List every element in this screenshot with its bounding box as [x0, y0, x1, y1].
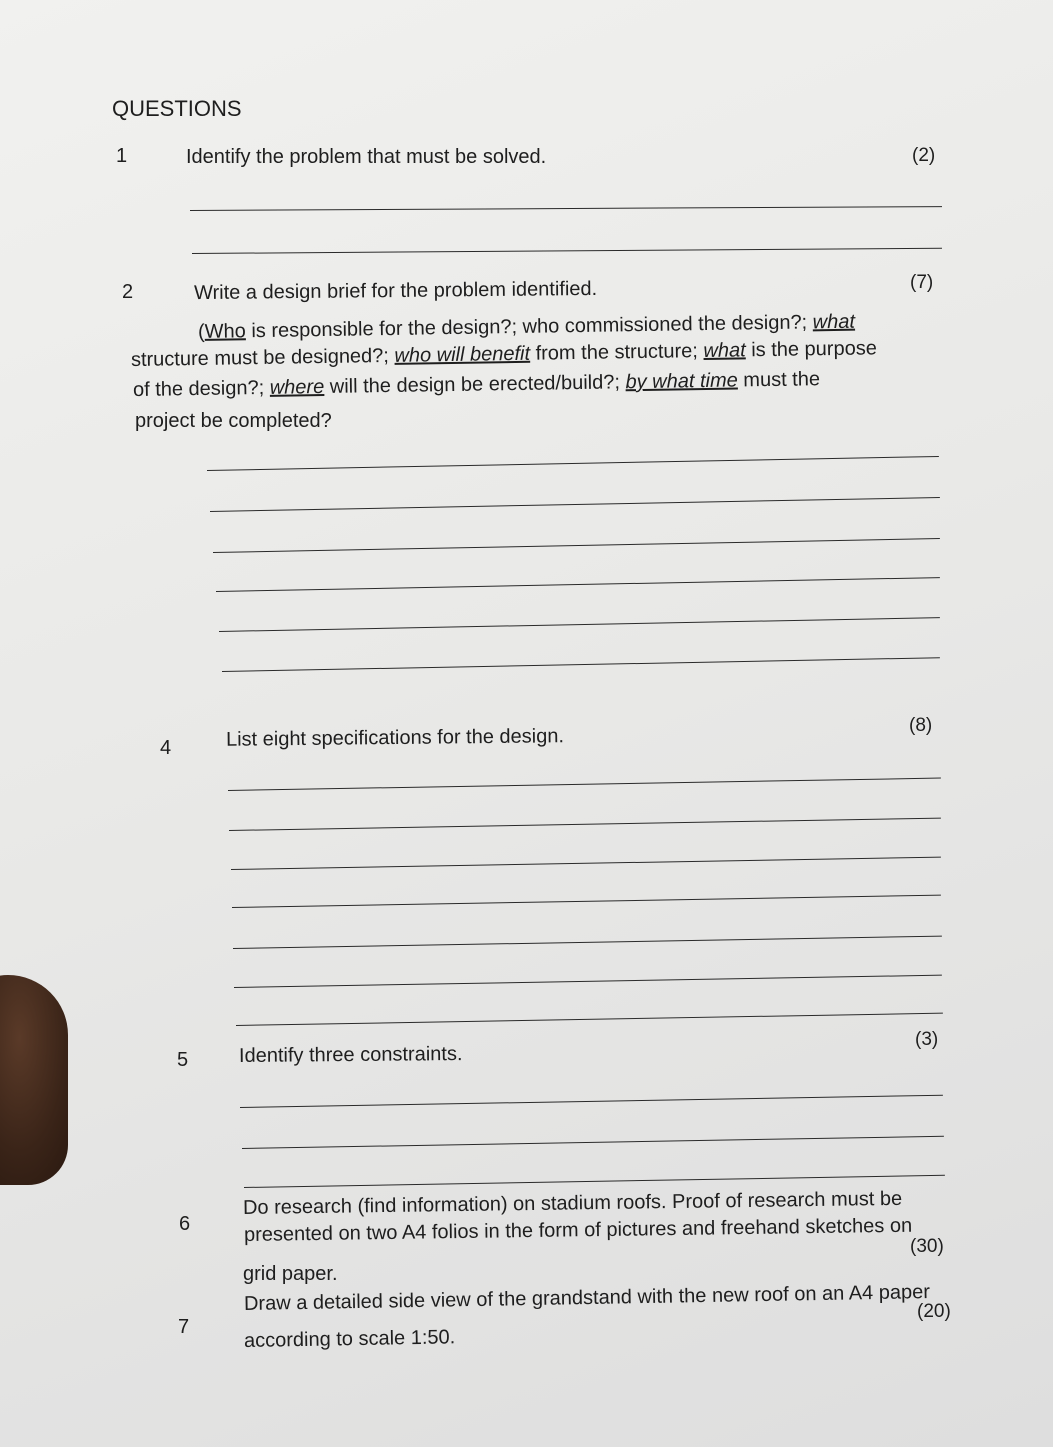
answer-line[interactable]	[236, 1013, 943, 1026]
q2-number: 2	[122, 281, 134, 303]
answer-line[interactable]	[216, 577, 940, 592]
answer-line[interactable]	[232, 895, 941, 908]
answer-line[interactable]	[228, 778, 941, 791]
q2-guide-line-1: (Who is responsible for the design?; who commissioned the design?; what	[197, 310, 856, 343]
answer-line[interactable]	[240, 1095, 943, 1108]
page-heading: QUESTIONS	[112, 96, 242, 121]
q2-guide-line-4: project be completed?	[135, 410, 332, 432]
q1-number: 1	[116, 145, 128, 167]
q5-number: 5	[177, 1049, 189, 1071]
answer-line[interactable]	[192, 248, 942, 254]
answer-line[interactable]	[190, 206, 942, 211]
q4-marks: (8)	[909, 715, 933, 736]
q7-marks: (20)	[917, 1301, 951, 1322]
thumb-photo-artifact	[0, 975, 68, 1185]
q7-number: 7	[178, 1316, 190, 1338]
answer-line[interactable]	[207, 456, 939, 471]
answer-line[interactable]	[231, 857, 941, 870]
q1-marks: (2)	[912, 145, 936, 166]
answer-line[interactable]	[233, 936, 942, 949]
q2-guide-line-3: of the design?; where will the design be erected/build?; by what time must the	[132, 368, 821, 401]
q6-marks: (30)	[910, 1236, 944, 1257]
q7-line-1: Draw a detailed side view of the grandstand with the new roof on an A4 paper	[243, 1281, 931, 1315]
q6-line-3: grid paper.	[243, 1263, 338, 1285]
answer-line[interactable]	[244, 1175, 945, 1188]
q6-line-2: presented on two A4 folios in the form of pictures and freehand sketches on	[243, 1214, 913, 1246]
q2-text: Write a design brief for the problem identified.	[193, 277, 598, 305]
q4-number: 4	[160, 737, 172, 759]
q2-guide-line-2: structure must be designed?; who will benefit from the structure; what is the purpose	[130, 337, 878, 371]
q6-number: 6	[179, 1213, 191, 1235]
q5-text: Identify three constraints.	[238, 1043, 463, 1067]
q4-text: List eight specifications for the design.	[225, 725, 565, 751]
answer-line[interactable]	[222, 657, 940, 672]
answer-line[interactable]	[219, 617, 940, 632]
q1-text: Identify the problem that must be solved.	[186, 146, 547, 168]
answer-line[interactable]	[213, 538, 940, 553]
q2-marks: (7)	[910, 272, 934, 293]
answer-line[interactable]	[242, 1136, 944, 1149]
q5-marks: (3)	[915, 1029, 939, 1050]
answer-line[interactable]	[210, 497, 940, 512]
answer-line[interactable]	[229, 818, 941, 831]
answer-line[interactable]	[234, 975, 942, 988]
q7-line-2: according to scale 1:50.	[243, 1326, 456, 1352]
q6-line-1: Do research (find information) on stadium roofs. Proof of research must be	[242, 1187, 903, 1219]
